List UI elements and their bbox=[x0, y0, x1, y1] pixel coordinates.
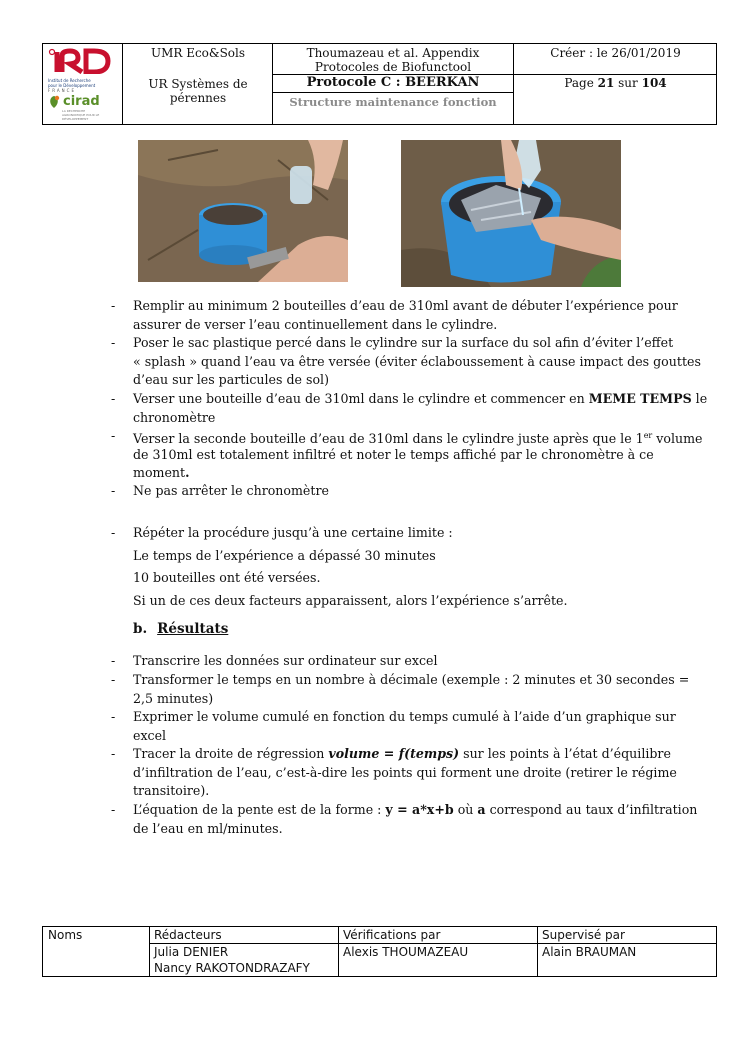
header-table bbox=[42, 43, 717, 125]
page-current: 21 bbox=[597, 76, 615, 90]
step-2-line-3: d’eau sur les particules de sol) bbox=[133, 372, 329, 387]
step-4-text-moment: moment bbox=[133, 465, 186, 480]
ird-country: FRANCE bbox=[48, 88, 76, 93]
unit-systemes: UR Systèmes de pérennes bbox=[148, 77, 248, 105]
result-5-text-e: correspond au taux d’infiltration bbox=[485, 802, 698, 817]
bullet: - bbox=[111, 653, 116, 668]
footer-supervise-label: Supervisé par bbox=[542, 928, 625, 942]
result-5-equation: y = a*x+b bbox=[385, 802, 454, 817]
page-sep: sur bbox=[614, 76, 642, 90]
bullet: - bbox=[111, 428, 116, 443]
result-4-formula: volume = f(temps) bbox=[328, 746, 460, 761]
result-4-line-2: d’infiltration de l’eau, c’est-à-dire les points qui forment une droite (retirer le régime bbox=[133, 764, 677, 780]
step-4-period: . bbox=[185, 465, 190, 480]
step-4-text-a: Verser la seconde bouteille d’eau de 310ml dans le cylindre juste après que le 1 bbox=[133, 431, 644, 447]
bullet: - bbox=[111, 525, 116, 540]
result-4-line-1 bbox=[133, 745, 671, 764]
creation-date: Créer : le 26/01/2019 bbox=[550, 46, 681, 60]
result-4-text-a: Tracer la droite de régression bbox=[133, 746, 329, 761]
step-6-conclusion: Si un de ces deux facteurs apparaissent, alors l’expérience s’arrête. bbox=[133, 593, 568, 608]
leaf-icon bbox=[48, 95, 61, 109]
footer-redacteurs-label: Rédacteurs bbox=[154, 928, 222, 942]
result-5-line-2: de l’eau en ml/minutes. bbox=[133, 820, 283, 836]
step-3-line-1 bbox=[133, 390, 707, 409]
result-5-variable: a bbox=[477, 802, 486, 817]
result-4-line-3: transitoire). bbox=[133, 783, 210, 798]
result-3-line-1: Exprimer le volume cumulé en fonction du temps cumulé à l’aide d’un graphique sur bbox=[133, 709, 676, 724]
ird-logo bbox=[48, 48, 118, 93]
protocol-title: Protocole C : BEERKAN bbox=[306, 75, 480, 90]
protocol-subtitle: Structure maintenance fonction bbox=[289, 95, 497, 109]
step-3-text-c: le bbox=[691, 391, 708, 406]
step-6-line-1: Répéter la procédure jusqu’à une certaine limite : bbox=[133, 525, 453, 540]
bullet: - bbox=[111, 746, 116, 761]
cirad-text: cirad bbox=[63, 94, 100, 109]
bullet: - bbox=[111, 802, 116, 817]
result-4-text-c: sur les points à l’état d’équilibre bbox=[459, 746, 671, 761]
result-5-text-c: où bbox=[453, 802, 478, 817]
bullet: - bbox=[111, 335, 116, 350]
results-heading bbox=[133, 621, 228, 637]
cirad-logo bbox=[48, 94, 118, 109]
bullet: - bbox=[111, 298, 116, 313]
page-number bbox=[514, 76, 717, 90]
bullet: - bbox=[111, 672, 116, 687]
page-total: 104 bbox=[641, 76, 667, 90]
step-6-condition-1: Le temps de l’expérience a dépassé 30 minutes bbox=[133, 548, 436, 563]
reference-line-1: Thoumazeau et al. Appendix bbox=[306, 46, 480, 60]
ird-logo-mark bbox=[48, 48, 118, 74]
result-5-line-1 bbox=[133, 801, 697, 820]
footer-verifications-name: Alexis THOUMAZEAU bbox=[343, 945, 469, 959]
step-2-line-1: Poser le sac plastique percé dans le cylindre sur la surface du sol afin d’éviter l’effet bbox=[133, 335, 674, 350]
results-heading-text: Résultats bbox=[157, 621, 229, 637]
bullet: - bbox=[111, 709, 116, 724]
divider bbox=[149, 927, 150, 976]
cirad-caption: LA RECHERCHE AGRONOMIQUE POUR LE DÉVELOPPEMENT bbox=[62, 109, 100, 121]
result-1-line-1: Transcrire les données sur ordinateur sur excel bbox=[133, 653, 438, 668]
step-5-line-1: Ne pas arrêter le chronomètre bbox=[133, 483, 329, 498]
step-1-line-2: assurer de verser l’eau continuellement dans le cylindre. bbox=[133, 316, 498, 332]
step-3-line-2: chronomètre bbox=[133, 409, 216, 425]
result-5-text-a: L’équation de la pente est de la forme : bbox=[133, 802, 386, 817]
footer-redacteur-1: Julia DENIER bbox=[154, 945, 229, 959]
step-1-line-1: Remplir au minimum 2 bouteilles d’eau de 310ml avant de débuter l’expérience pour bbox=[133, 298, 678, 313]
divider bbox=[338, 927, 339, 976]
result-2-line-1: Transformer le temps en un nombre à décimale (exemple : 2 minutes et 30 secondes = bbox=[133, 672, 690, 687]
step-4-line-2: de 310ml est totalement infiltré et noter le temps affiché par le chronomètre à ce bbox=[133, 446, 654, 462]
step-6-condition-2: 10 bouteilles ont été versées. bbox=[133, 570, 321, 585]
photo-cylinder-soil bbox=[138, 140, 348, 282]
divider bbox=[272, 92, 513, 93]
footer-redacteur-2: Nancy RAKOTONDRAZAFY bbox=[154, 961, 310, 975]
reference-line-2: Protocoles de Biofunctool bbox=[314, 60, 472, 74]
results-heading-number: b. bbox=[133, 621, 148, 637]
photo-cylinder-plastic-bag bbox=[401, 140, 621, 287]
step-3-emphasis: MEME TEMPS bbox=[588, 391, 692, 406]
divider bbox=[537, 927, 538, 976]
step-2-line-2: « splash » quand l’eau va être versée (éviter éclaboussement à cause impact des gouttes bbox=[133, 353, 701, 369]
step-4-superscript: er bbox=[643, 431, 653, 440]
ird-caption: Institut de Recherche pour le Développement bbox=[48, 78, 96, 88]
step-4-text-b: volume bbox=[652, 431, 703, 447]
footer-supervise-name: Alain BRAUMAN bbox=[542, 945, 637, 959]
bullet: - bbox=[111, 391, 116, 406]
logos bbox=[48, 48, 118, 121]
step-4-line-3 bbox=[133, 464, 189, 483]
page-prefix: Page bbox=[564, 76, 598, 90]
footer-verifications-label: Vérifications par bbox=[343, 928, 441, 942]
bullet: - bbox=[111, 483, 116, 498]
step-3-text-a: Verser une bouteille d’eau de 310ml dans le cylindre et commencer en bbox=[133, 391, 589, 406]
result-3-line-2: excel bbox=[133, 727, 167, 743]
footer-noms: Noms bbox=[48, 928, 83, 942]
footer-table bbox=[42, 926, 717, 977]
result-2-line-2: 2,5 minutes) bbox=[133, 690, 214, 706]
unit-eco-sols: UMR Eco&Sols bbox=[150, 46, 246, 60]
